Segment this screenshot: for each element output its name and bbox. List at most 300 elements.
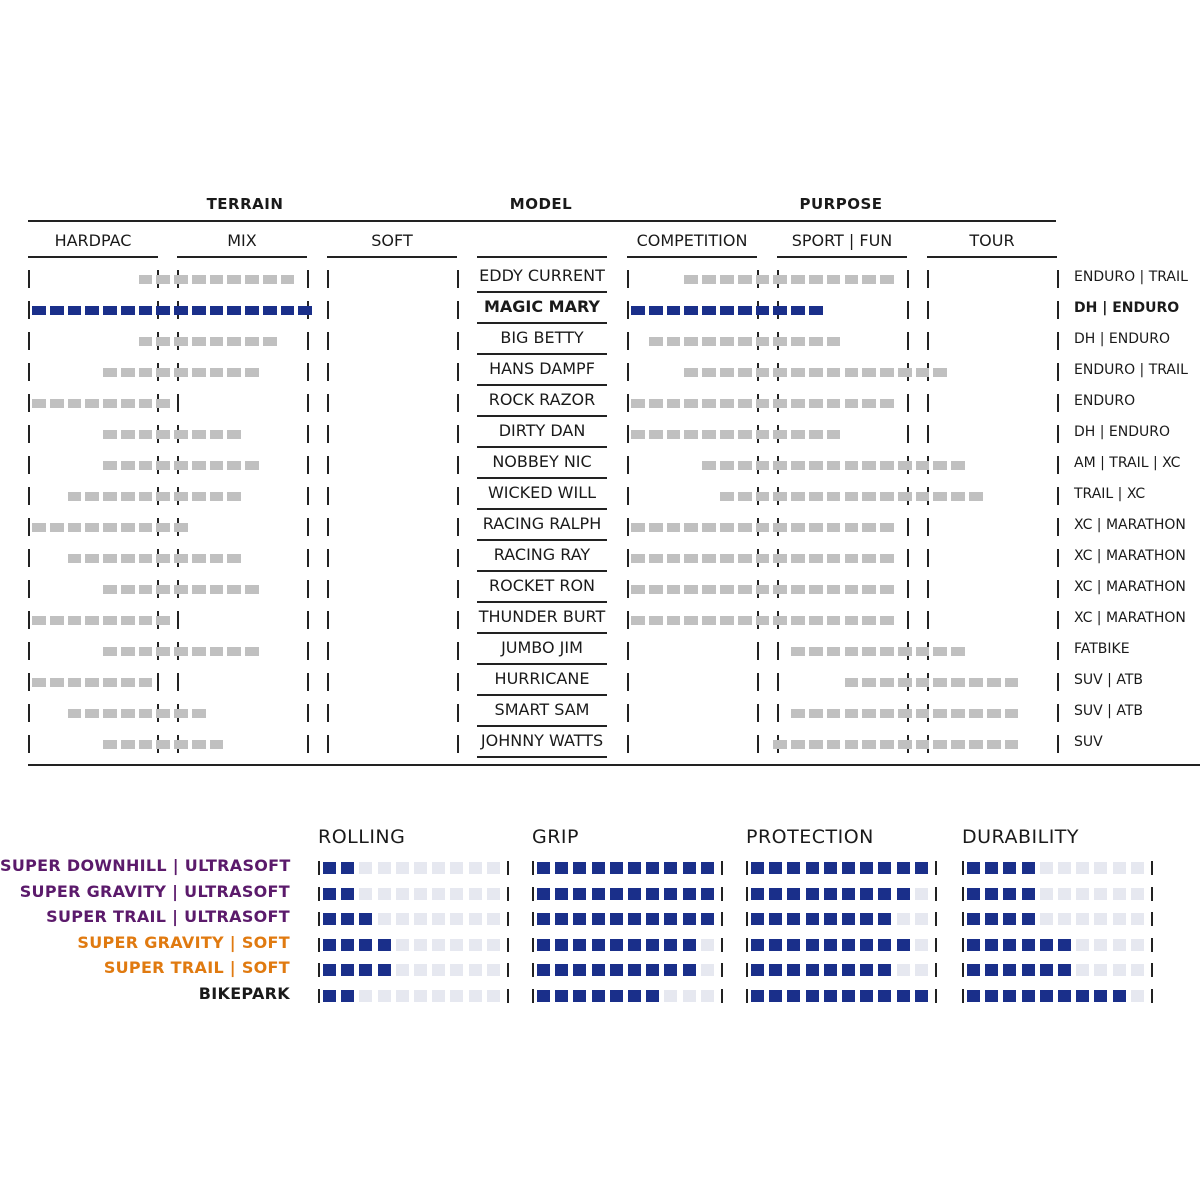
column-separator bbox=[28, 704, 30, 722]
column-separator bbox=[28, 642, 30, 660]
purpose-cell bbox=[827, 399, 841, 408]
rating-cell bbox=[573, 964, 586, 976]
rating-cell bbox=[915, 939, 928, 951]
model-underline bbox=[477, 663, 607, 665]
rating-bar-end bbox=[1151, 938, 1153, 952]
rating-cell bbox=[701, 862, 714, 874]
rating-cell bbox=[555, 939, 568, 951]
rating-header-grip: GRIP bbox=[532, 826, 579, 848]
purpose-cell bbox=[702, 585, 716, 594]
purpose-cell bbox=[791, 585, 805, 594]
terrain-cell bbox=[103, 306, 117, 315]
rating-bar-start bbox=[318, 989, 320, 1003]
purpose-label: DH | ENDURO bbox=[1074, 300, 1180, 316]
purpose-cell bbox=[898, 492, 912, 501]
rating-cell bbox=[751, 913, 764, 925]
column-separator bbox=[307, 363, 309, 381]
column-separator bbox=[327, 580, 329, 598]
rating-cell bbox=[341, 939, 354, 951]
purpose-cell bbox=[773, 492, 787, 501]
terrain-cell bbox=[174, 554, 188, 563]
column-separator bbox=[1057, 611, 1059, 629]
purpose-cell bbox=[791, 740, 805, 749]
purpose-cell bbox=[738, 554, 752, 563]
purpose-cell bbox=[933, 678, 947, 687]
terrain-cell bbox=[227, 585, 241, 594]
column-separator bbox=[307, 580, 309, 598]
rating-cell bbox=[860, 990, 873, 1002]
rating-cell bbox=[378, 939, 391, 951]
rating-cell bbox=[897, 990, 910, 1002]
purpose-cell bbox=[684, 337, 698, 346]
rating-cell bbox=[1003, 964, 1016, 976]
terrain-cell bbox=[103, 709, 117, 718]
purpose-cell bbox=[916, 492, 930, 501]
column-separator bbox=[307, 270, 309, 288]
column-separator bbox=[307, 456, 309, 474]
purpose-cell bbox=[916, 740, 930, 749]
purpose-cell bbox=[756, 492, 770, 501]
purpose-cell bbox=[951, 461, 965, 470]
rating-cell bbox=[628, 939, 641, 951]
terrain-cell bbox=[139, 399, 153, 408]
terrain-cell bbox=[121, 585, 135, 594]
rating-cell bbox=[450, 939, 463, 951]
rating-bar-end bbox=[935, 963, 937, 977]
rating-cell bbox=[701, 939, 714, 951]
rating-cell bbox=[469, 964, 482, 976]
purpose-cell bbox=[773, 306, 787, 315]
column-separator bbox=[327, 549, 329, 567]
purpose-cell bbox=[969, 678, 983, 687]
rating-cell bbox=[824, 939, 837, 951]
rating-cell bbox=[341, 862, 354, 874]
rating-bar-end bbox=[507, 989, 509, 1003]
purpose-cell bbox=[845, 678, 859, 687]
purpose-cell bbox=[880, 523, 894, 532]
column-separator bbox=[457, 394, 459, 412]
terrain-cell bbox=[85, 616, 99, 625]
purpose-cell bbox=[684, 616, 698, 625]
rating-cell bbox=[1094, 990, 1107, 1002]
rating-bar-end bbox=[721, 938, 723, 952]
purpose-cell bbox=[827, 523, 841, 532]
purpose-cell bbox=[1005, 678, 1019, 687]
rating-cell bbox=[646, 939, 659, 951]
purpose-cell bbox=[738, 399, 752, 408]
column-separator bbox=[907, 301, 909, 319]
purpose-cell bbox=[880, 616, 894, 625]
column-separator bbox=[627, 394, 629, 412]
purpose-cell bbox=[684, 523, 698, 532]
rating-cell bbox=[487, 990, 500, 1002]
column-separator bbox=[457, 425, 459, 443]
column-separator bbox=[627, 704, 629, 722]
column-separator bbox=[307, 735, 309, 753]
rating-cell bbox=[537, 990, 550, 1002]
rating-cell bbox=[414, 990, 427, 1002]
terrain-cell bbox=[32, 306, 46, 315]
column-separator bbox=[307, 673, 309, 691]
purpose-cell bbox=[862, 616, 876, 625]
purpose-cell bbox=[738, 430, 752, 439]
purpose-cell bbox=[702, 368, 716, 377]
rating-bar-start bbox=[318, 938, 320, 952]
terrain-cell bbox=[156, 585, 170, 594]
terrain-cell bbox=[174, 275, 188, 284]
rating-bar-end bbox=[507, 912, 509, 926]
terrain-cell bbox=[156, 709, 170, 718]
rating-cell bbox=[751, 862, 764, 874]
column-separator bbox=[1057, 301, 1059, 319]
purpose-label: FATBIKE bbox=[1074, 641, 1130, 657]
purpose-cell bbox=[773, 523, 787, 532]
rating-bar-start bbox=[318, 963, 320, 977]
purpose-cell bbox=[827, 616, 841, 625]
column-separator bbox=[177, 611, 179, 629]
rating-cell bbox=[664, 862, 677, 874]
rating-cell bbox=[1113, 939, 1126, 951]
purpose-cell bbox=[916, 709, 930, 718]
rating-cell bbox=[396, 913, 409, 925]
terrain-cell bbox=[68, 492, 82, 501]
column-separator bbox=[28, 301, 30, 319]
terrain-cell bbox=[227, 275, 241, 284]
purpose-cell bbox=[631, 585, 645, 594]
terrain-cell bbox=[227, 492, 241, 501]
column-separator bbox=[28, 580, 30, 598]
rating-cell bbox=[985, 862, 998, 874]
rating-bar-start bbox=[746, 989, 748, 1003]
rating-cell bbox=[701, 990, 714, 1002]
rating-cell bbox=[787, 964, 800, 976]
rating-cell bbox=[592, 888, 605, 900]
purpose-cell bbox=[862, 275, 876, 284]
rating-bar-end bbox=[721, 887, 723, 901]
rating-cell bbox=[610, 913, 623, 925]
purpose-cell bbox=[756, 461, 770, 470]
terrain-cell bbox=[192, 430, 206, 439]
terrain-cell bbox=[192, 554, 206, 563]
purpose-cell bbox=[738, 492, 752, 501]
rating-cell bbox=[592, 964, 605, 976]
purpose-cell bbox=[791, 523, 805, 532]
column-separator bbox=[777, 642, 779, 660]
column-separator bbox=[327, 332, 329, 350]
rating-cell bbox=[683, 990, 696, 1002]
rating-cell bbox=[341, 964, 354, 976]
terrain-cell bbox=[121, 306, 135, 315]
rating-header-rolling: ROLLING bbox=[318, 826, 406, 848]
purpose-cell bbox=[738, 275, 752, 284]
terrain-cell bbox=[32, 399, 46, 408]
rating-cell bbox=[769, 888, 782, 900]
column-separator bbox=[457, 332, 459, 350]
rating-cell bbox=[967, 964, 980, 976]
rating-bar-start bbox=[318, 887, 320, 901]
purpose-cell bbox=[791, 461, 805, 470]
purpose-cell bbox=[720, 368, 734, 377]
purpose-cell bbox=[649, 430, 663, 439]
terrain-cell bbox=[50, 306, 64, 315]
purpose-cell bbox=[809, 337, 823, 346]
purpose-cell bbox=[916, 647, 930, 656]
column-separator bbox=[1057, 704, 1059, 722]
terrain-cell bbox=[139, 616, 153, 625]
terrain-cell bbox=[174, 306, 188, 315]
purpose-cell bbox=[809, 709, 823, 718]
rating-cell bbox=[683, 888, 696, 900]
rating-bar-start bbox=[746, 912, 748, 926]
rating-cell bbox=[787, 939, 800, 951]
terrain-cell bbox=[103, 523, 117, 532]
column-separator bbox=[757, 673, 759, 691]
terrain-cell bbox=[210, 740, 224, 749]
rating-cell bbox=[487, 964, 500, 976]
terrain-cell bbox=[298, 306, 312, 315]
terrain-cell bbox=[121, 492, 135, 501]
terrain-cell bbox=[103, 647, 117, 656]
purpose-cell bbox=[738, 368, 752, 377]
purpose-cell bbox=[969, 709, 983, 718]
terrain-cell bbox=[121, 647, 135, 656]
column-separator bbox=[457, 487, 459, 505]
model-underline bbox=[477, 756, 607, 758]
purpose-label: TRAIL | XC bbox=[1074, 486, 1146, 502]
terrain-cell bbox=[192, 492, 206, 501]
purpose-cell bbox=[880, 399, 894, 408]
model-name: BIG BETTY bbox=[500, 328, 584, 347]
purpose-cell bbox=[827, 647, 841, 656]
rating-cell bbox=[592, 862, 605, 874]
rating-cell bbox=[469, 862, 482, 874]
rating-bar-start bbox=[746, 938, 748, 952]
purpose-cell bbox=[827, 461, 841, 470]
purpose-cell bbox=[720, 306, 734, 315]
rating-cell bbox=[751, 964, 764, 976]
rating-cell bbox=[1040, 913, 1053, 925]
terrain-cell bbox=[227, 554, 241, 563]
column-separator bbox=[457, 301, 459, 319]
rating-cell bbox=[878, 888, 891, 900]
rating-cell bbox=[664, 964, 677, 976]
purpose-cell bbox=[827, 368, 841, 377]
purpose-cell bbox=[631, 306, 645, 315]
rating-cell bbox=[628, 862, 641, 874]
column-separator bbox=[28, 518, 30, 536]
column-separator bbox=[627, 518, 629, 536]
purpose-cell bbox=[827, 337, 841, 346]
rating-cell bbox=[842, 964, 855, 976]
terrain-cell bbox=[85, 523, 99, 532]
purpose-cell bbox=[684, 430, 698, 439]
column-separator bbox=[157, 673, 159, 691]
terrain-cell bbox=[103, 585, 117, 594]
rating-bar-start bbox=[962, 912, 964, 926]
rating-cell bbox=[1040, 964, 1053, 976]
purpose-cell bbox=[862, 368, 876, 377]
rating-bar-start bbox=[532, 938, 534, 952]
rating-cell bbox=[487, 862, 500, 874]
terrain-cell bbox=[139, 492, 153, 501]
rating-cell bbox=[1022, 990, 1035, 1002]
terrain-cell bbox=[156, 399, 170, 408]
rating-bar-end bbox=[507, 887, 509, 901]
rating-cell bbox=[487, 913, 500, 925]
rating-cell bbox=[1131, 862, 1144, 874]
terrain-cell bbox=[245, 275, 259, 284]
rating-bar-start bbox=[962, 861, 964, 875]
terrain-cell bbox=[156, 368, 170, 377]
rating-cell bbox=[396, 990, 409, 1002]
rating-cell bbox=[1113, 913, 1126, 925]
purpose-cell bbox=[791, 492, 805, 501]
rating-cell bbox=[1094, 888, 1107, 900]
purpose-cell bbox=[649, 399, 663, 408]
column-separator bbox=[457, 580, 459, 598]
column-separator bbox=[927, 332, 929, 350]
terrain-cell bbox=[210, 554, 224, 563]
terrain-cell bbox=[139, 554, 153, 563]
rating-cell bbox=[878, 939, 891, 951]
rating-cell bbox=[787, 990, 800, 1002]
model-name: SMART SAM bbox=[494, 700, 590, 719]
terrain-cell bbox=[192, 585, 206, 594]
terrain-cell bbox=[192, 306, 206, 315]
purpose-cell bbox=[702, 616, 716, 625]
terrain-cell bbox=[156, 492, 170, 501]
column-separator bbox=[627, 332, 629, 350]
purpose-cell bbox=[933, 492, 947, 501]
terrain-cell bbox=[103, 492, 117, 501]
rating-cell bbox=[341, 990, 354, 1002]
terrain-cell bbox=[245, 585, 259, 594]
terrain-cell bbox=[50, 399, 64, 408]
model-underline bbox=[477, 291, 607, 293]
column-separator bbox=[627, 301, 629, 319]
rating-bar-start bbox=[962, 938, 964, 952]
rating-cell bbox=[323, 913, 336, 925]
rating-bar-end bbox=[507, 963, 509, 977]
purpose-cell bbox=[738, 461, 752, 470]
column-separator bbox=[327, 704, 329, 722]
purpose-cell bbox=[649, 585, 663, 594]
terrain-cell bbox=[139, 461, 153, 470]
purpose-cell bbox=[649, 306, 663, 315]
rating-header-protection: PROTECTION bbox=[746, 826, 874, 848]
rating-cell bbox=[378, 964, 391, 976]
terrain-cell bbox=[32, 678, 46, 687]
terrain-cell bbox=[103, 461, 117, 470]
terrain-cell bbox=[103, 678, 117, 687]
terrain-cell bbox=[174, 647, 188, 656]
terrain-cell bbox=[50, 616, 64, 625]
column-tour: TOUR bbox=[969, 231, 1015, 250]
rating-cell bbox=[396, 862, 409, 874]
purpose-cell bbox=[773, 740, 787, 749]
rating-cell bbox=[701, 964, 714, 976]
model-name: WICKED WILL bbox=[487, 483, 597, 502]
purpose-cell bbox=[845, 368, 859, 377]
purpose-cell bbox=[738, 337, 752, 346]
rating-cell bbox=[573, 862, 586, 874]
purpose-cell bbox=[756, 275, 770, 284]
terrain-cell bbox=[210, 430, 224, 439]
terrain-cell bbox=[121, 709, 135, 718]
purpose-cell bbox=[773, 337, 787, 346]
purpose-cell bbox=[951, 678, 965, 687]
rating-cell bbox=[1003, 913, 1016, 925]
terrain-cell bbox=[139, 647, 153, 656]
purpose-cell bbox=[791, 399, 805, 408]
purpose-cell bbox=[631, 523, 645, 532]
purpose-cell bbox=[880, 492, 894, 501]
terrain-cell bbox=[68, 678, 82, 687]
rating-cell bbox=[450, 990, 463, 1002]
rating-cell bbox=[378, 862, 391, 874]
rating-cell bbox=[1094, 964, 1107, 976]
rating-cell bbox=[469, 990, 482, 1002]
purpose-cell bbox=[667, 523, 681, 532]
rating-cell bbox=[646, 888, 659, 900]
terrain-cell bbox=[174, 585, 188, 594]
purpose-cell bbox=[756, 616, 770, 625]
rating-cell bbox=[751, 939, 764, 951]
column-separator bbox=[927, 270, 929, 288]
column-separator bbox=[1057, 425, 1059, 443]
rating-cell bbox=[1058, 862, 1071, 874]
rating-cell bbox=[806, 862, 819, 874]
model-underline bbox=[477, 632, 607, 634]
rating-cell bbox=[769, 964, 782, 976]
column-separator bbox=[307, 487, 309, 505]
rating-cell bbox=[341, 913, 354, 925]
column-separator bbox=[457, 549, 459, 567]
rating-cell bbox=[1131, 913, 1144, 925]
terrain-cell bbox=[139, 306, 153, 315]
rating-bar-start bbox=[532, 989, 534, 1003]
rating-cell bbox=[842, 990, 855, 1002]
rating-bar-end bbox=[1151, 963, 1153, 977]
purpose-cell bbox=[684, 585, 698, 594]
terrain-cell bbox=[210, 585, 224, 594]
model-underline bbox=[477, 353, 607, 355]
terrain-cell bbox=[103, 740, 117, 749]
rating-cell bbox=[967, 888, 980, 900]
purpose-cell bbox=[720, 554, 734, 563]
model-underline bbox=[477, 539, 607, 541]
terrain-cell bbox=[121, 399, 135, 408]
rating-cell bbox=[450, 913, 463, 925]
terrain-cell bbox=[139, 368, 153, 377]
rating-cell bbox=[537, 888, 550, 900]
column-underline bbox=[327, 256, 457, 258]
purpose-label: ENDURO | TRAIL bbox=[1074, 362, 1188, 378]
terrain-cell bbox=[210, 647, 224, 656]
column-separator bbox=[28, 549, 30, 567]
rating-cell bbox=[573, 939, 586, 951]
rating-cell bbox=[860, 964, 873, 976]
rating-cell bbox=[842, 888, 855, 900]
terrain-cell bbox=[174, 461, 188, 470]
column-separator bbox=[927, 580, 929, 598]
terrain-cell bbox=[156, 430, 170, 439]
model-underline bbox=[477, 570, 607, 572]
column-underline bbox=[477, 256, 607, 258]
column-separator bbox=[327, 363, 329, 381]
terrain-cell bbox=[227, 306, 241, 315]
column-separator bbox=[457, 270, 459, 288]
